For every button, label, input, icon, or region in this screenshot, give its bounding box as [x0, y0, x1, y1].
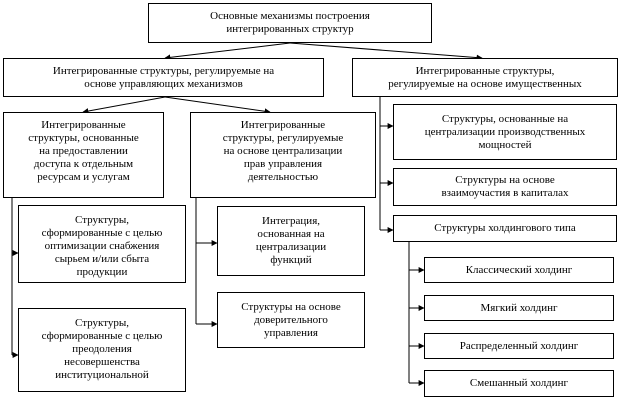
left-col-b-node: Интегрированные структуры, регулируемые на основе централизации прав управления деятельностью [190, 112, 376, 198]
right-item-3-node: Структуры холдингового типа [393, 215, 617, 242]
holding-soft-node: Мягкий холдинг [424, 295, 614, 321]
right-item-2-node: Структуры на основе взаимоучастия в капиталах [393, 168, 617, 206]
branch-right-node: Интегрированные структуры, регулируемые на основе имущественных [352, 58, 618, 97]
right-item-1-node: Структуры, основанные на централизации производственных мощностей [393, 104, 617, 160]
b-child-2-node: Структуры на основе доверительного управления [217, 292, 365, 348]
a-child-1-node: Структуры, сформированные с целью оптимизации снабжения сырьем и/или сбыта продукции [18, 205, 186, 283]
branch-left-node: Интегрированные структуры, регулируемые на основе управляющих механизмов [3, 58, 324, 97]
connector-root-left [165, 43, 290, 58]
holding-mixed-node: Смешанный холдинг [424, 370, 614, 397]
connector-left-b [165, 97, 270, 112]
connector-root-right [290, 43, 482, 58]
holding-classic-node: Классический холдинг [424, 257, 614, 283]
holding-distributed-node: Распределенный холдинг [424, 333, 614, 359]
left-col-a-node: Интегрированные структуры, основанные на предоставлении доступа к отдельным ресурсам и услугам [3, 112, 164, 198]
root-node: Основные механизмы построения интегрированных структур [148, 3, 432, 43]
b-child-1-node: Интеграция, основанная на централизации функций [217, 206, 365, 276]
connector-left-a [83, 97, 165, 112]
a-child-2-node: Структуры, сформированные с целью преодоления несовершенства институциональной [18, 308, 186, 392]
